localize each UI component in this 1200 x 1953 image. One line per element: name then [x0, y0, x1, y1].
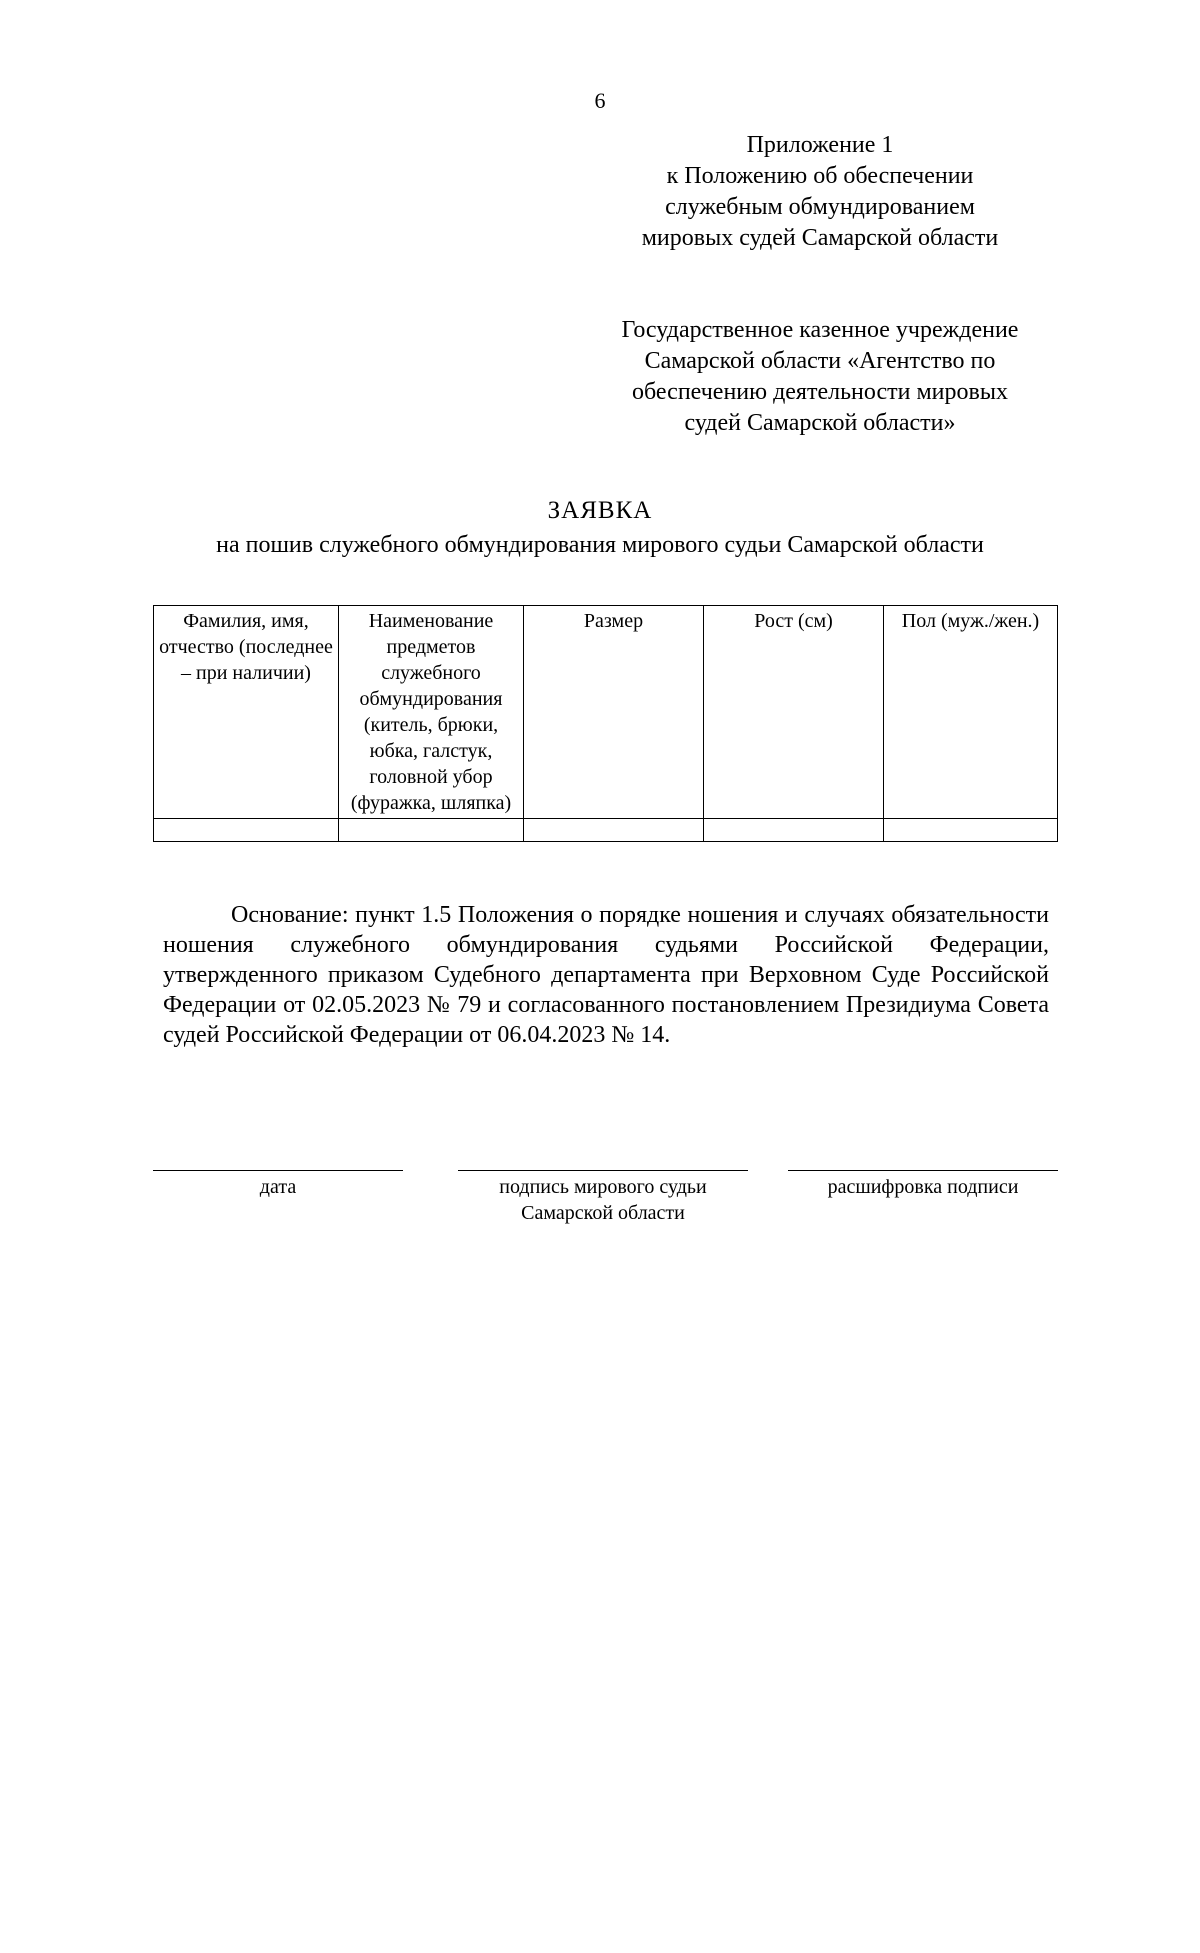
header-gender: Пол (муж./жен.) [884, 606, 1058, 819]
decode-line [788, 1170, 1058, 1171]
table-header-row [154, 606, 1058, 819]
appendix-line: к Положению об обеспечении [666, 163, 974, 189]
header-full-name: Фамилия, имя, отчество (последнее – при наличии) [154, 606, 339, 819]
document-title: ЗАЯВКА [547, 497, 653, 524]
cell-height [704, 819, 884, 842]
addressee-line: Самарской области «Агентство по [644, 348, 996, 374]
appendix-line: Приложение 1 [746, 132, 894, 158]
page-number: 6 [594, 88, 606, 113]
addressee-line: судей Самарской области» [684, 410, 956, 436]
appendix-line: служебным обмундированием [665, 194, 975, 220]
appendix-block [570, 130, 1070, 254]
addressee-line: Государственное казенное учреждение [621, 317, 1019, 343]
cell-full-name [154, 819, 339, 842]
cell-uniform-items [339, 819, 524, 842]
cell-size [524, 819, 704, 842]
cell-gender [884, 819, 1058, 842]
application-table [153, 605, 1058, 842]
header-size: Размер [524, 606, 704, 819]
basis-paragraph: Основание: пункт 1.5 Положения о порядке ношения и случаях обязательности ношения служебного обмундирования судьями Российской Федерации, утвержденного приказом Судебного департамента при Верховном Суде Российской Федерации от 02.05.2023 № 79 и согласованного постановлением Президиума Совета судей Российской Федерации от 06.04.2023 № 14. [163, 902, 1049, 1048]
header-uniform-items: Наименование предметов служебного обмундирования (китель, брюки, юбка, галстук, головной убор (фуражка, шляпка) [339, 606, 524, 819]
decode-label: расшифровка подписи [827, 1176, 1019, 1198]
addressee-block [570, 315, 1070, 439]
header-height: Рост (см) [704, 606, 884, 819]
date-line [153, 1170, 403, 1171]
document-subtitle: на пошив служебного обмундирования мирового судьи Самарской области [216, 532, 984, 558]
signature-label-line: подпись мирового судьи [499, 1176, 707, 1198]
addressee-line: обеспечению деятельности мировых [632, 379, 1008, 405]
signature-line [458, 1170, 748, 1171]
signature-label [458, 1174, 748, 1226]
table-row [154, 819, 1058, 842]
signature-label-line: Самарской области [521, 1202, 685, 1224]
date-label: дата [259, 1176, 297, 1198]
appendix-line: мировых судей Самарской области [641, 225, 999, 251]
